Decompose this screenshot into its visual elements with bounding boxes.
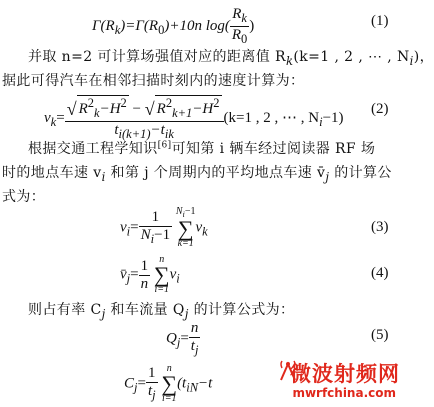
equation-2-number: (2) [371, 101, 389, 117]
eq2-sqrt2-sub: k+1 [172, 106, 193, 120]
paragraph-2-line-1 [28, 138, 375, 158]
eq3-term: v [195, 219, 203, 236]
eq2-sqrt1-tail: −H [99, 101, 121, 117]
watermark-url: mwrfchina.com [292, 386, 396, 400]
eq2-sqrt1: R [78, 101, 88, 117]
eq4-term: v [169, 266, 177, 283]
equation-4: $v̄_j=$ $\frac{1}{n}$ n ∑ i=1 $v_i$ [120, 254, 180, 295]
eq3-sum-up: N [175, 206, 183, 217]
p1-line1-tail-sub: i [409, 53, 414, 68]
equation-4-number: (4) [371, 265, 389, 281]
equation-3-number: (3) [371, 219, 389, 235]
paragraph-2-line-2 [2, 162, 392, 184]
eq5-frac-num: n [189, 320, 201, 338]
paragraph-2-line-3: 式为： [2, 189, 46, 205]
eq5-lhs: Q [166, 330, 177, 347]
eq2-den-sub2: ik [164, 127, 174, 141]
p2-line2-sub: i [101, 169, 106, 184]
eq2-den-mid: −t [150, 122, 165, 138]
eq3-frac-num: 1 [139, 209, 172, 227]
eq5-lhs-sub: j [176, 335, 181, 350]
eq4-term-sub: i [176, 271, 180, 286]
p1-line1-text: 并取 n=2 可计算场强值对应的距离值 R [28, 49, 286, 65]
eq1-rhs: )+10n log( [164, 17, 230, 34]
eq6-lhs: C [124, 375, 135, 392]
p3-line1-text: 则占有率 C [28, 302, 102, 318]
eq6-sigma-icon: ∑ [161, 371, 178, 396]
p2-line2-end: 的计算公 [329, 165, 392, 181]
equation-1-number: (1) [371, 13, 389, 29]
eq3-sum-up-sub: i [182, 210, 185, 219]
eq2-sqrt2-tail: −H [192, 101, 214, 117]
eq1-mid: )=Γ(R [120, 17, 159, 34]
eq2-lhs: v [44, 109, 51, 126]
eq4-frac-den: n [140, 275, 149, 292]
eq2-sqrt2-icon: √ [144, 99, 155, 119]
eq3-sum-lo: k=1 [177, 238, 194, 250]
p3-line1-sub2: j [184, 306, 189, 321]
p2-line2-tail: 和第 j 个周期内的平均地点车速 v̄ [105, 165, 326, 181]
eq2-den: t [114, 122, 119, 138]
eq1-frac-num: R [232, 6, 242, 22]
equation-2: $v_k=$ $\frac{√ R^2_k-H^2 - √ R^2_{k+1}-H^2}{t_{i(k+1)}-t_{ik}}$ (k=1 , 2 , ⋯ , $N_i-1$) [44, 96, 344, 141]
eq4-sum-lo: i=1 [154, 284, 169, 295]
eq3-term-sub: k [202, 224, 208, 239]
paragraph-3-line-1 [28, 299, 294, 321]
eq2-den-sub1: i(k+1) [118, 127, 151, 141]
eq6-frac-den: t [147, 383, 153, 399]
eq2-sqrt1-icon: √ [66, 99, 77, 119]
eq6-frac-den-sub: j [152, 388, 156, 402]
eq2-range-sub: i [319, 114, 323, 129]
eq5-fraction [189, 320, 201, 358]
eq2-sqrt2: R [156, 101, 166, 117]
eq2-range-tail: −1) [322, 109, 344, 126]
watermark-logo [276, 356, 406, 407]
eq2-minus: − [132, 101, 142, 117]
p3-line1-end: 的计算公式为： [188, 302, 295, 318]
p3-line1-mid: 和车流量 Q [105, 302, 185, 318]
eq2-sqrt1-sub: k [94, 106, 100, 120]
paragraph-1-line-2: 据此可得汽车在相邻扫描时刻内的速度计算为： [2, 73, 305, 89]
eq4-lhs: v̄ [120, 266, 127, 283]
p1-line1-end: )， [413, 49, 434, 65]
eq3-sigma-icon: ∑ [177, 216, 194, 242]
p2-ref: [6] [157, 140, 172, 151]
eq1-lhs: Γ(R [92, 17, 115, 34]
p1-line1-sub: k [285, 53, 294, 68]
p3-line1-sub: j [101, 306, 106, 321]
eq6-term: (t [177, 375, 187, 392]
eq4-sum [154, 255, 170, 295]
eq6-term-tail: −t [198, 375, 213, 392]
eq4-sum-up: n [159, 254, 165, 265]
eq1-close: ) [249, 17, 255, 34]
eq3-sum [176, 207, 196, 249]
eq4-sigma-icon: ∑ [153, 262, 170, 287]
eq4-frac-num: 1 [140, 257, 149, 274]
eq6-frac-num: 1 [146, 365, 158, 383]
p2-line1-text: 根据交通工程学知识 [28, 141, 158, 157]
eq2-lhs-sub: k [50, 114, 57, 129]
p2-line2-text: 时的地点车速 v [2, 165, 102, 181]
eq6-term-sub: iN [186, 380, 199, 395]
eq3-lhs: v [120, 219, 127, 236]
eq1-lhs-sub: k [114, 22, 121, 37]
eq3-frac-den-sub: i [150, 232, 155, 247]
eq2-range: (k=1 , 2 , ⋯ , N [223, 109, 320, 126]
equation-5: $Q_j=$ $\frac{n}{t_j}$ [166, 320, 199, 357]
eq3-fraction [139, 209, 172, 247]
eq2-fraction: $\frac{√ R^2_k-H^2 - √ R^2_{k+1}-H^2}{t_{i(k+1)}-t_{ik}}$ [65, 95, 224, 142]
p2-line1-tail: 可知第 i 辆车经过阅读器 RF 场 [171, 141, 376, 157]
equation-1 [92, 6, 254, 47]
eq3-lhs-sub: i [126, 224, 131, 239]
watermark-title: 微波射频网 [290, 362, 400, 386]
eq6-lhs-sub: j [134, 380, 138, 395]
equation-5-number: (5) [371, 327, 389, 343]
eq6-sum-up: n [166, 363, 172, 374]
eq1-frac-den: R [231, 27, 242, 43]
paragraph-1-line-1 [28, 46, 434, 68]
eq1-frac-num-sub: k [241, 11, 247, 25]
eq3-frac-den-tail: −1 [154, 227, 171, 244]
eq6-sum-lo: i=1 [161, 393, 177, 404]
eq5-frac-den: t [190, 338, 195, 354]
equation-3: $v_i=$ $\frac{1}{N_i-1}$ $N_i-1$ ∑ k=1 $v_k$ [120, 206, 208, 250]
eq4-lhs-sub: j [126, 271, 131, 286]
eq3-frac-den: N [140, 227, 151, 244]
eq5-frac-den-sub: j [194, 343, 199, 357]
eq6-fraction [146, 365, 158, 403]
eq4-fraction [139, 258, 151, 293]
eq1-mid-sub: 0 [158, 22, 165, 37]
eq6-sum [161, 364, 177, 404]
eq3-sum-up-tail: −1 [184, 206, 196, 217]
equation-6: $C_j=$ $\frac{1}{t_j}$ n ∑ i=1 ($t_{iN}-t$ [124, 363, 213, 404]
p1-line1-tail: (k=1 , 2 , ⋯ , N [293, 49, 410, 65]
eq1-fraction [230, 6, 249, 47]
p2-line2-sub2: j [325, 169, 330, 184]
eq1-frac-den-sub: 0 [241, 32, 248, 46]
